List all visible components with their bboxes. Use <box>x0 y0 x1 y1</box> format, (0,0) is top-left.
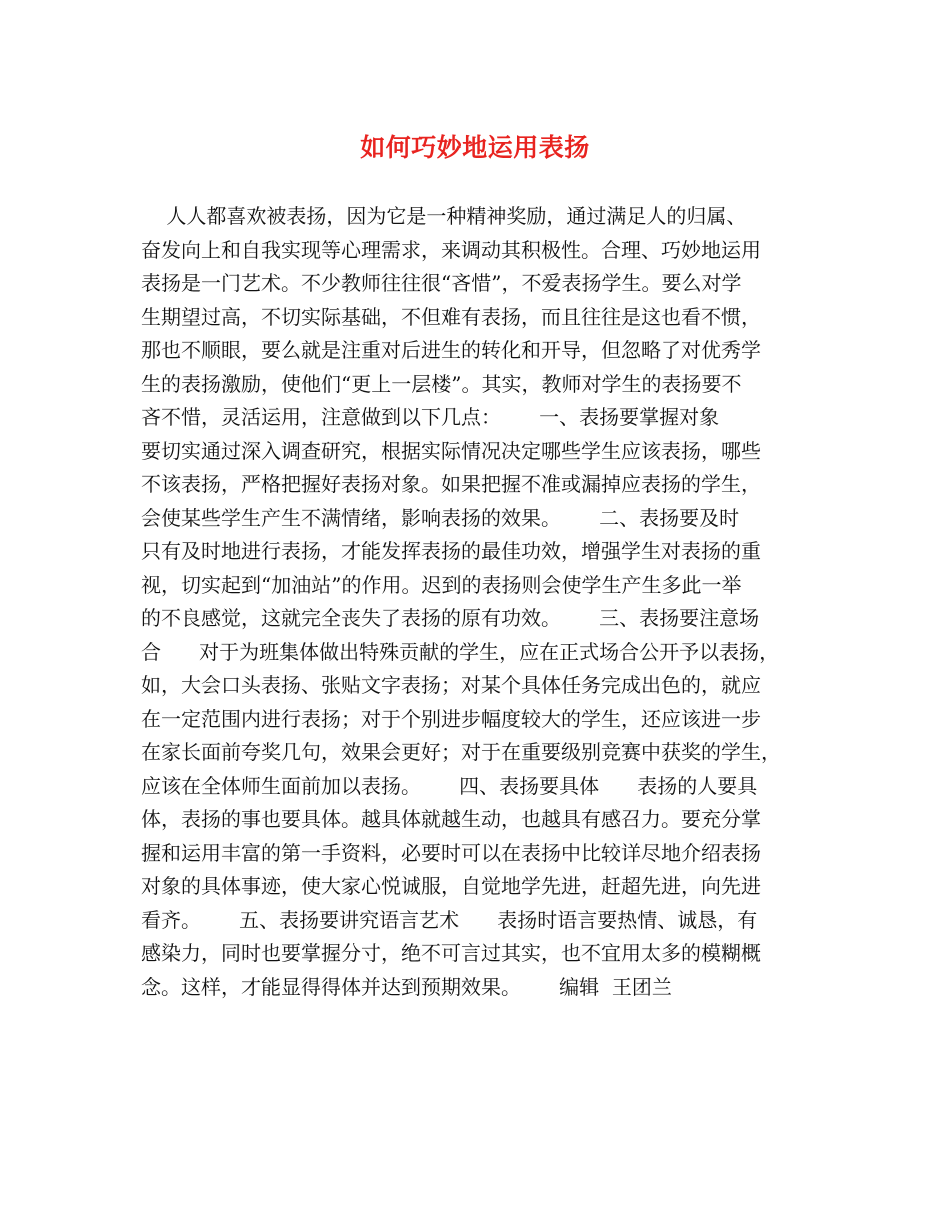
body-line: 生期望过高，不切实际基础，不但难有表扬，而且往往是这也看不惯， <box>141 304 761 329</box>
body-line: 会使某些学生产生不满情绪，影响表扬的效果。 二、表扬要及时 <box>141 505 740 530</box>
body-line: 吝不惜，灵活运用，注意做到以下几点： 一、表扬要掌握对象 <box>141 405 720 429</box>
body-line: 生的表扬激励，使他们“更上一层楼”。其实，教师对学生的表扬要不 <box>141 371 742 396</box>
body-line: 要切实通过深入调查研究，根据实际情况决定哪些学生应该表扬，哪些 <box>141 438 761 463</box>
body-line: 握和运用丰富的第一手资料，必要时可以在表扬中比较详尽地介绍表扬 <box>141 840 761 865</box>
body-line: 感染力，同时也要掌握分寸，绝不可言过其实，也不宜用太多的模糊概 <box>141 941 761 965</box>
body-line: 的不良感觉，这就完全丧失了表扬的原有功效。 三、表扬要注意场 <box>141 606 760 630</box>
body-line: 奋发向上和自我实现等心理需求，来调动其积极性。合理、巧妙地运用 <box>141 237 761 262</box>
body-line: 念。这样，才能显得得体并达到预期效果。 编辑 王团兰 <box>141 974 672 999</box>
document-title: 如何巧妙地运用表扬 <box>360 133 590 162</box>
document-body <box>141 200 816 1004</box>
body-line: 如，大会口头表扬、张贴文字表扬；对某个具体任务完成出色的，就应 <box>141 673 761 697</box>
body-line: 合 对于为班集体做出特殊贡献的学生，应在正式场合公开予以表扬， <box>141 639 780 664</box>
body-line: 视，切实起到“加油站”的作用。迟到的表扬则会使学生产生多此一举 <box>141 572 742 597</box>
body-line: 在家长面前夸奖几句，效果会更好；对于在重要级别竞赛中获奖的学生， <box>141 740 781 764</box>
body-line: 人人都喜欢被表扬，因为它是一种精神奖励，通过满足人的归属、 <box>141 204 747 228</box>
body-line: 对象的具体事迹，使大家心悦诚服，自觉地学先进，赶超先进，向先进 <box>141 874 761 898</box>
body-line: 只有及时地进行表扬，才能发挥表扬的最佳功效，增强学生对表扬的重 <box>141 539 761 563</box>
body-line: 在一定范围内进行表扬；对于个别进步幅度较大的学生，还应该进一步 <box>141 706 761 731</box>
body-line: 应该在全体师生面前加以表扬。 四、表扬要具体 表扬的人要具 <box>141 773 758 798</box>
body-line: 那也不顺眼，要么就是注重对后进生的转化和开导，但忽略了对优秀学 <box>141 338 761 362</box>
body-line: 看齐。 五、表扬要讲究语言艺术 表扬时语言要热情、诚恳，有 <box>141 907 758 932</box>
body-line: 体，表扬的事也要具体。越具体就越生动，也越具有感召力。要充分掌 <box>141 807 761 831</box>
body-line: 表扬是一门艺术。不少教师往往很“吝惜”，不爱表扬学生。要么对学 <box>141 271 742 295</box>
body-line: 不该表扬，严格把握好表扬对象。如果把握不准或漏掉应表扬的学生， <box>141 472 761 496</box>
